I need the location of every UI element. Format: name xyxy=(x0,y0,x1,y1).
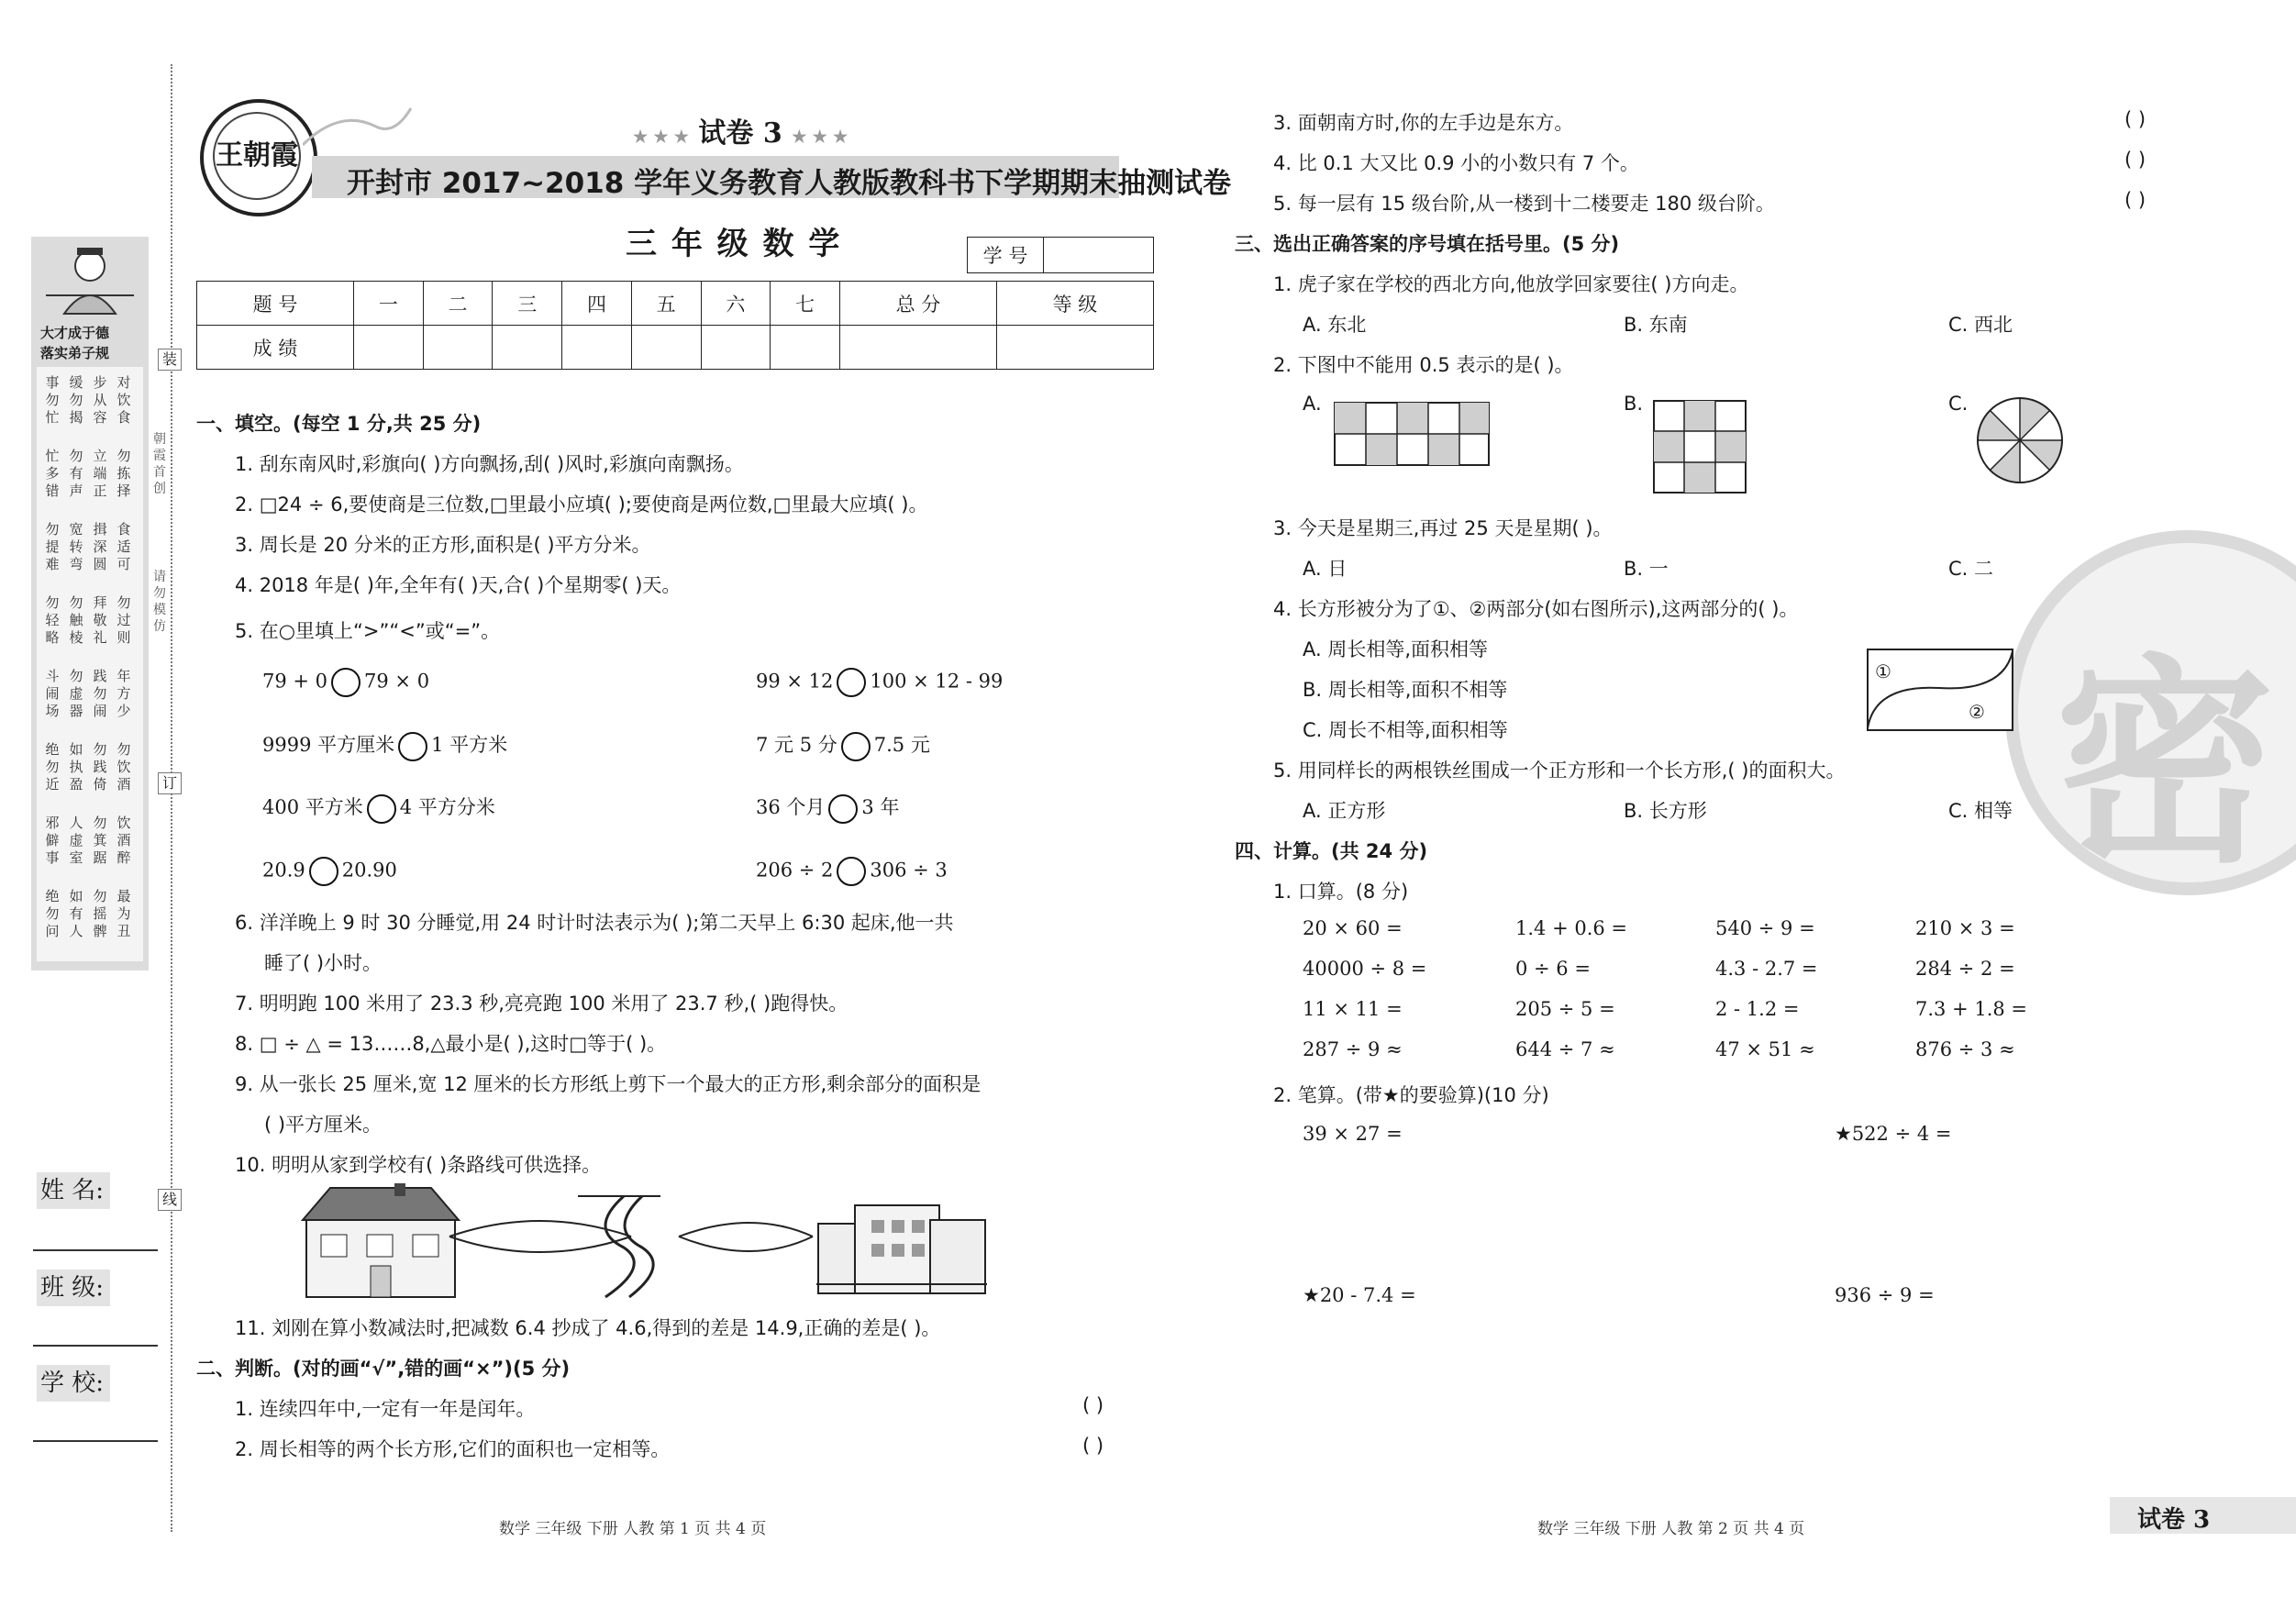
choice-option[interactable]: B. 长方形 xyxy=(1624,800,1707,822)
score-header-cell: 题 号 xyxy=(197,282,354,326)
choice-option[interactable]: C. 二 xyxy=(1948,558,1994,580)
score-header-cell: 七 xyxy=(771,282,840,326)
footer-tag: 试卷 3 xyxy=(2137,1506,2211,1534)
compare-circle[interactable] xyxy=(828,794,858,824)
school-line[interactable] xyxy=(33,1440,158,1442)
choice-option[interactable]: A. 东北 xyxy=(1303,314,1367,336)
written-problem: 936 ÷ 9 = xyxy=(1835,1284,1935,1306)
oral-problem: 644 ÷ 7 ≈ xyxy=(1515,1038,1615,1060)
compare-row xyxy=(262,730,507,761)
compare-right: 306 ÷ 3 xyxy=(870,859,948,882)
route-illustration xyxy=(294,1183,991,1303)
compare-circle[interactable] xyxy=(398,732,427,761)
route-line xyxy=(449,1237,631,1252)
footer-right: 数学 三年级 下册 人教 第 2 页 共 4 页 xyxy=(1537,1520,1805,1538)
s1-q3: 3. 周长是 20 分米的正方形,面积是( )平方分米。 xyxy=(235,534,651,556)
s1-q2: 2. □24 ÷ 6,要使商是三位数,□里最小应填( );要使商是两位数,□里最大应填( )。 xyxy=(235,494,928,516)
choice-option[interactable]: A. 日 xyxy=(1303,558,1348,580)
motto-column: 绝勿近 xyxy=(45,741,60,793)
paper-label: ★ ★ ★ 试卷 3 ★ ★ ★ xyxy=(633,117,849,150)
copyright-1: 朝霞首创 xyxy=(153,432,166,496)
grid-figure-a xyxy=(1334,402,1492,468)
score-cell[interactable] xyxy=(771,326,840,370)
scholar-illustration xyxy=(37,240,143,323)
motto-column: 勿箕踞 xyxy=(93,815,107,866)
motto-column: 忙多错 xyxy=(45,448,60,499)
compare-row xyxy=(756,857,948,886)
section4-heading: 四、计算。(共 24 分) xyxy=(1235,840,1428,862)
s3-q3: 3. 今天是星期三,再过 25 天是星期( )。 xyxy=(1273,517,1613,539)
s3-q2: 2. 下图中不能用 0.5 表示的是( )。 xyxy=(1273,354,1574,376)
student-id-box xyxy=(967,237,1154,273)
motto-column: 勿有声 xyxy=(69,448,83,499)
footer-left: 数学 三年级 下册 人教 第 1 页 共 4 页 xyxy=(499,1520,767,1538)
choice-option[interactable]: C. 西北 xyxy=(1948,314,2013,336)
compare-left: 206 ÷ 2 xyxy=(756,859,834,882)
judge-answer-paren[interactable]: ( ) xyxy=(1082,1435,1104,1457)
paper-label-text: 试卷 3 xyxy=(698,117,782,150)
motto-column: 食适可 xyxy=(116,521,131,572)
s1-q11: 11. 刘刚在算小数减法时,把减数 6.4 抄成了 4.6,得到的差是 14.9,正确的差是( )。 xyxy=(235,1317,941,1339)
section1-heading: 一、填空。(每空 1 分,共 25 分) xyxy=(196,413,482,435)
choice-option[interactable]: B. 东南 xyxy=(1624,314,1688,336)
oral-problem: 7.3 + 1.8 = xyxy=(1915,998,2028,1020)
score-cell[interactable] xyxy=(493,326,562,370)
motto-column: 最为丑 xyxy=(116,888,131,939)
score-header-cell: 四 xyxy=(562,282,632,326)
oral-problem: 11 × 11 = xyxy=(1303,998,1403,1020)
oral-problem: 205 ÷ 5 = xyxy=(1515,998,1615,1020)
compare-row xyxy=(756,793,899,824)
oral-problem: 47 × 51 ≈ xyxy=(1715,1038,1815,1060)
name-line[interactable] xyxy=(33,1249,158,1251)
choice-option[interactable]: C. 相等 xyxy=(1948,800,2013,822)
motto-column: 勿虚器 xyxy=(69,668,83,719)
motto-column: 勿拣择 xyxy=(116,448,131,499)
score-header-cell: 五 xyxy=(631,282,701,326)
motto-column: 邪僻事 xyxy=(45,815,60,866)
score-cell[interactable] xyxy=(562,326,632,370)
motto-column: 宽转弯 xyxy=(69,521,83,572)
figure-label[interactable]: C. xyxy=(1948,393,1969,415)
motto-column: 勿践倚 xyxy=(93,741,107,793)
score-header-cell: 等 级 xyxy=(996,282,1153,326)
compare-left: 9999 平方厘米 xyxy=(262,734,395,756)
score-cell[interactable] xyxy=(701,326,771,370)
route-line xyxy=(679,1223,813,1237)
written-problem: ★522 ÷ 4 = xyxy=(1835,1123,1952,1145)
oral-problem: 284 ÷ 2 = xyxy=(1915,958,2015,980)
compare-circle[interactable] xyxy=(309,857,338,886)
judge-item: 1. 连续四年中,一定有一年是闰年。 xyxy=(235,1398,536,1420)
compare-right: 1 平方米 xyxy=(431,734,508,756)
s1-q8: 8. □ ÷ △ = 13……8,△最小是( ),这时□等于( )。 xyxy=(235,1033,667,1055)
oral-problem: 4.3 - 2.7 = xyxy=(1715,958,1818,980)
grid-figure-b xyxy=(1653,400,1748,495)
student-id-field[interactable] xyxy=(1044,238,1154,273)
judge-answer-paren[interactable]: ( ) xyxy=(2124,149,2146,171)
s1-q10: 10. 明明从家到学校有( )条路线可供选择。 xyxy=(235,1154,602,1176)
motto-column: 步从容 xyxy=(93,374,107,426)
ribbon-decoration xyxy=(303,99,413,154)
score-row-label: 成 绩 xyxy=(197,326,354,370)
oral-problem: 20 × 60 = xyxy=(1303,917,1403,939)
oral-problem: 2 - 1.2 = xyxy=(1715,998,1800,1020)
compare-right: 4 平方分米 xyxy=(399,796,495,818)
region-2-label: ② xyxy=(1969,701,1985,723)
written-problem: 39 × 27 = xyxy=(1303,1123,1403,1145)
s1-q1: 1. 刮东南风时,彩旗向( )方向飘扬,刮( )风时,彩旗向南飘扬。 xyxy=(235,453,744,475)
score-header-cell: 三 xyxy=(493,282,562,326)
score-cell[interactable] xyxy=(839,326,996,370)
cut-label-1: 装 xyxy=(158,349,182,371)
judge-answer-paren[interactable]: ( ) xyxy=(2124,108,2146,130)
compare-circle[interactable] xyxy=(837,857,866,886)
motto-line-1: 大才成于德 xyxy=(40,325,110,341)
motto-column: 年方少 xyxy=(116,668,131,719)
compare-left: 79 + 0 xyxy=(262,670,328,693)
compare-right: 100 × 12 - 99 xyxy=(870,670,1004,693)
motto-column: 立端正 xyxy=(93,448,107,499)
subject-title: 三 年 级 数 学 xyxy=(626,226,842,262)
class-line[interactable] xyxy=(33,1345,158,1347)
compare-row xyxy=(262,857,397,886)
compare-left: 7 元 5 分 xyxy=(756,734,837,756)
figure-label[interactable]: A. xyxy=(1303,393,1322,415)
pie-figure-c xyxy=(1976,396,2064,484)
compare-circle[interactable] xyxy=(367,794,396,824)
choice-option[interactable]: B. 一 xyxy=(1624,558,1669,580)
motto-column: 践勿闹 xyxy=(93,668,107,719)
compare-row xyxy=(262,668,429,697)
brand-logo-text: 王朝霞 xyxy=(213,112,301,200)
motto-column: 如有人 xyxy=(69,888,83,939)
house-icon xyxy=(303,1183,459,1297)
motto-column: 斗闹场 xyxy=(45,668,60,719)
compare-row xyxy=(756,730,930,761)
judge-answer-paren[interactable]: ( ) xyxy=(2124,189,2146,211)
score-header-cell: 六 xyxy=(701,282,771,326)
compare-right: 79 × 0 xyxy=(364,670,430,693)
oral-problem: 40000 ÷ 8 = xyxy=(1303,958,1427,980)
oral-problem: 210 × 3 = xyxy=(1915,917,2015,939)
compare-row xyxy=(756,668,1003,697)
judge-item: 3. 面朝南方时,你的左手边是东方。 xyxy=(1273,112,1574,134)
written-problem: ★20 - 7.4 = xyxy=(1303,1284,1416,1306)
s1-q7: 7. 明明跑 100 米用了 23.3 秒,亮亮跑 100 米用了 23.7 秒,( )跑得快。 xyxy=(235,993,849,1015)
cut-label-2: 订 xyxy=(158,772,182,794)
score-cell[interactable] xyxy=(354,326,424,370)
s1-q6-line1: 6. 洋洋晚上 9 时 30 分睡觉,用 24 时计时法表示为( );第二天早上 6:30 起床,他一共 xyxy=(235,912,954,934)
figure-label[interactable]: B. xyxy=(1624,393,1644,415)
score-header-cell: 总 分 xyxy=(839,282,996,326)
motto-column: 如执盈 xyxy=(69,741,83,793)
score-header-cell: 二 xyxy=(423,282,493,326)
compare-right: 3 年 xyxy=(861,796,900,818)
motto-line-2: 落实弟子规 xyxy=(40,345,110,361)
motto-column: 勿触棱 xyxy=(69,594,83,646)
class-label: 班 级: xyxy=(37,1270,110,1306)
school-icon xyxy=(816,1205,987,1293)
motto-column: 人虚室 xyxy=(69,815,83,866)
school-label: 学 校: xyxy=(37,1365,110,1402)
compare-row xyxy=(262,793,495,824)
compare-left: 99 × 12 xyxy=(756,670,834,693)
motto-column: 对饮食 xyxy=(116,374,131,426)
s1-q9-line1: 9. 从一张长 25 厘米,宽 12 厘米的长方形纸上剪下一个最大的正方形,剩余部分的面积是 xyxy=(235,1073,982,1095)
s3-q5: 5. 用同样长的两根铁丝围成一个正方形和一个长方形,( )的面积大。 xyxy=(1273,760,1846,782)
motto-column: 勿过则 xyxy=(116,594,131,646)
section2-heading: 二、判断。(对的画“√”,错的画“×”)(5 分) xyxy=(196,1358,571,1380)
written-heading: 2. 笔算。(带★的要验算)(10 分) xyxy=(1273,1084,1549,1106)
compare-left: 36 个月 xyxy=(756,796,826,818)
motto-column: 事勿忙 xyxy=(45,374,60,426)
copyright-2: 请勿模仿 xyxy=(153,570,166,634)
compare-circle[interactable] xyxy=(331,668,360,697)
motto-column: 勿轻略 xyxy=(45,594,60,646)
score-cell[interactable] xyxy=(423,326,493,370)
name-label: 姓 名: xyxy=(37,1172,110,1209)
oral-heading: 1. 口算。(8 分) xyxy=(1273,881,1409,903)
score-cell[interactable] xyxy=(996,326,1153,370)
oral-problem: 540 ÷ 9 = xyxy=(1715,917,1815,939)
motto-column: 绝勿问 xyxy=(45,888,60,939)
oral-problem: 1.4 + 0.6 = xyxy=(1515,917,1628,939)
choice-option[interactable]: A. 周长相等,面积相等 xyxy=(1303,638,1489,660)
compare-right: 7.5 元 xyxy=(873,734,930,756)
compare-circle[interactable] xyxy=(841,732,871,761)
oral-problem: 0 ÷ 6 = xyxy=(1515,958,1591,980)
judge-answer-paren[interactable]: ( ) xyxy=(1082,1394,1104,1416)
judge-item: 5. 每一层有 15 级台阶,从一楼到十二楼要走 180 级台阶。 xyxy=(1273,193,1775,215)
compare-circle[interactable] xyxy=(837,668,866,697)
motto-column: 勿提难 xyxy=(45,521,60,572)
exam-title: 开封市 2017~2018 学年义务教育人教版教科书下学期期末抽测试卷 xyxy=(347,167,1232,200)
s1-q4: 4. 2018 年是( )年,全年有( )天,合( )个星期零( )天。 xyxy=(235,574,682,596)
s3-q4: 4. 长方形被分为了①、②两部分(如右图所示),这两部分的( )。 xyxy=(1273,598,1799,620)
choice-option[interactable]: C. 周长不相等,面积相等 xyxy=(1303,719,1508,741)
s3-q1: 1. 虎子家在学校的西北方向,他放学回家要往( )方向走。 xyxy=(1273,273,1749,295)
motto-column: 饮酒醉 xyxy=(116,815,131,866)
motto-column: 缓勿揭 xyxy=(69,374,83,426)
motto-column: 揖深圆 xyxy=(93,521,107,572)
compare-left: 400 平方米 xyxy=(262,796,363,818)
compare-left: 20.9 xyxy=(262,859,305,882)
compare-right: 20.90 xyxy=(341,859,397,882)
cut-label-3: 线 xyxy=(158,1189,182,1211)
score-table xyxy=(196,281,1154,370)
choice-option[interactable]: A. 正方形 xyxy=(1303,800,1386,822)
motto-column: 勿摇髀 xyxy=(93,888,107,939)
motto-column: 拜敬礼 xyxy=(93,594,107,646)
oral-problem: 287 ÷ 9 ≈ xyxy=(1303,1038,1403,1060)
choice-option[interactable]: B. 周长相等,面积不相等 xyxy=(1303,679,1508,701)
route-line xyxy=(449,1221,631,1237)
oral-problem: 876 ÷ 3 ≈ xyxy=(1915,1038,2015,1060)
route-line xyxy=(679,1237,813,1251)
region-1-label: ① xyxy=(1875,660,1891,682)
s1-q5: 5. 在○里填上“>”“<”或“=”。 xyxy=(235,620,501,642)
section3-heading: 三、选出正确答案的序号填在括号里。(5 分) xyxy=(1235,233,1620,255)
confidential-stamp-glyph: 密 xyxy=(2055,634,2276,893)
s1-q9-line2: ( )平方厘米。 xyxy=(264,1114,383,1136)
judge-item: 4. 比 0.1 大又比 0.9 小的小数只有 7 个。 xyxy=(1273,152,1639,174)
judge-item: 2. 周长相等的两个长方形,它们的面积也一定相等。 xyxy=(235,1438,671,1460)
score-cell[interactable] xyxy=(631,326,701,370)
binding-line xyxy=(171,64,172,1532)
motto-column: 勿饮酒 xyxy=(116,741,131,793)
score-header-cell: 一 xyxy=(354,282,424,326)
student-id-label: 学 号 xyxy=(968,238,1044,273)
s1-q6-line2: 睡了( )小时。 xyxy=(264,952,383,974)
